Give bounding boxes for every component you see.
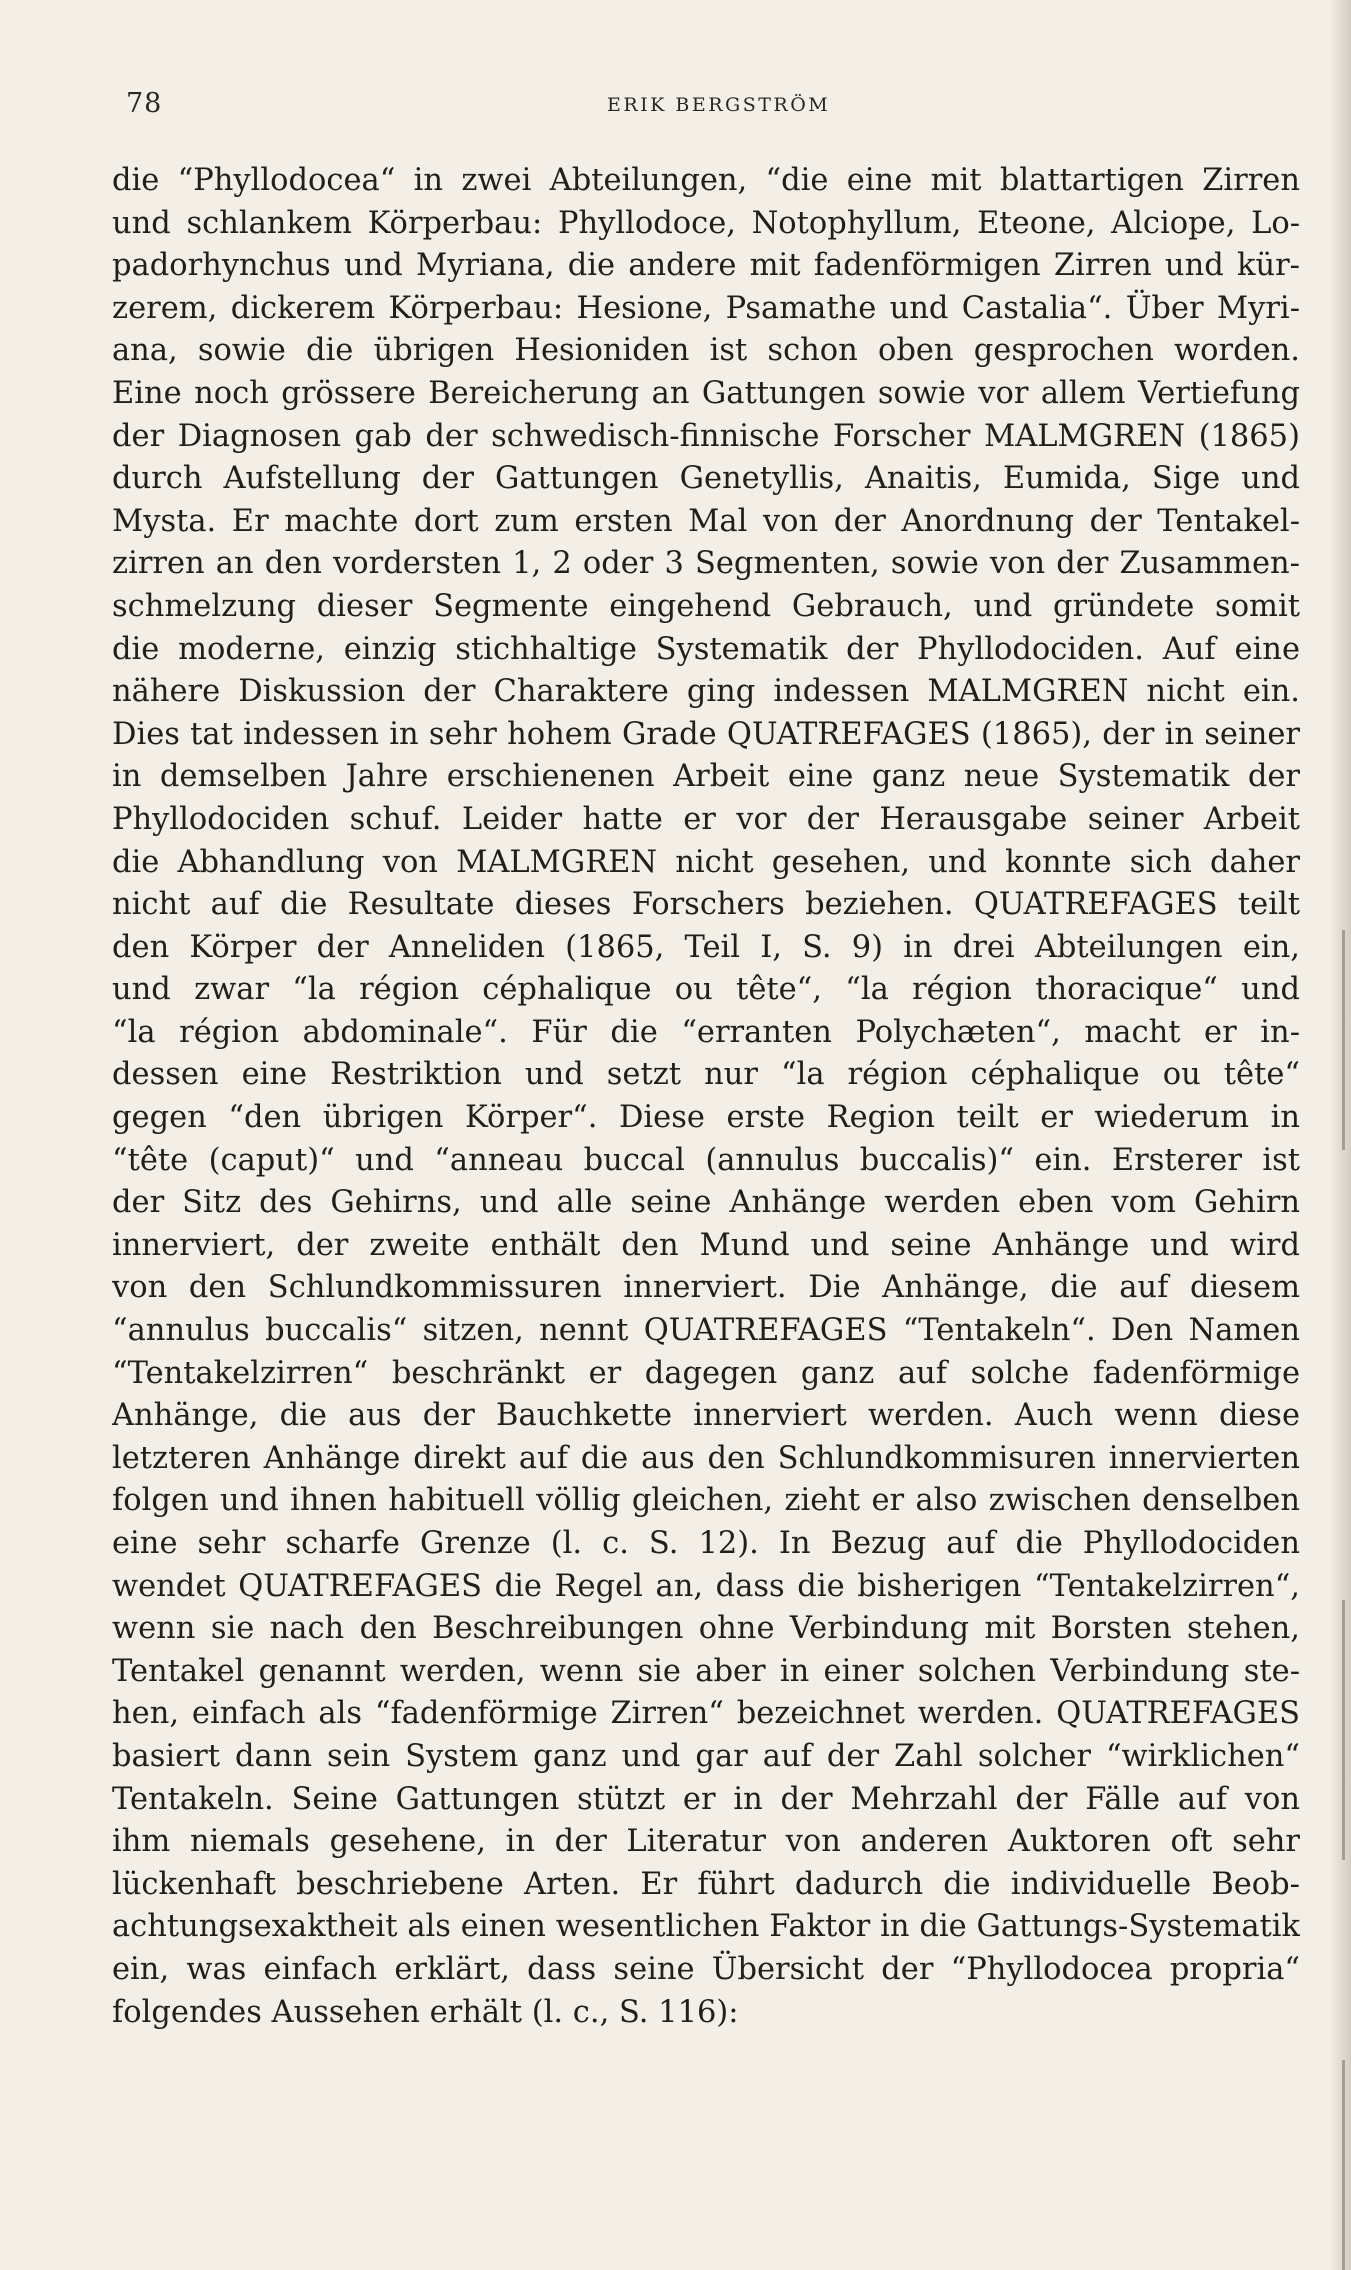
text-line: Phyllodociden schuf. Leider hatte er vor der Herausgabe seiner Arbeit [112, 801, 1300, 837]
text-line: ein, was einfach erklärt, dass seine Übersicht der “Phyllodocea propria“ [112, 1951, 1300, 1987]
text-line: padorhynchus und Myriana, die andere mit fadenförmigen Zirren und kür- [112, 248, 1300, 284]
text-line: Tentakeln. Seine Gattungen stützt er in der Mehrzahl der Fälle auf von [112, 1781, 1300, 1817]
text-line: der Diagnosen gab der schwedisch-finnische Forscher MALMGREN (1865) [112, 418, 1300, 454]
text-line: “la région abdominale“. Für die “erranten Polychæten“, macht er in- [112, 1014, 1300, 1050]
text-line: und schlankem Körperbau: Phyllodoce, Notophyllum, Eteone, Alciope, Lo- [112, 205, 1300, 241]
page-header [112, 88, 1302, 128]
text-line-last: folgendes Aussehen erhält (l. c., S. 116): [112, 1994, 739, 2030]
text-line: schmelzung dieser Segmente eingehend Gebrauch, und gründete somit [112, 588, 1300, 624]
text-line: hen, einfach als “fadenförmige Zirren“ bezeichnet werden. QUATREFAGES [112, 1696, 1300, 1732]
text-line: zerem, dickerem Körperbau: Hesione, Psamathe und Castalia“. Über Myri- [112, 290, 1300, 326]
page-edge-shadow [1329, 0, 1351, 2270]
text-line: die “Phyllodocea“ in zwei Abteilungen, “die eine mit blattartigen Zirren [112, 163, 1300, 198]
text-line: “Tentakelzirren“ beschränkt er dagegen ganz auf solche fadenförmige [112, 1355, 1300, 1391]
page-edge-mark [1342, 1600, 1345, 1860]
text-line: in demselben Jahre erschienenen Arbeit eine ganz neue Systematik der [112, 759, 1300, 795]
text-line: durch Aufstellung der Gattungen Genetyllis, Anaitis, Eumida, Sige und [112, 461, 1300, 497]
text-line: der Sitz des Gehirns, und alle seine Anhänge werden eben vom Gehirn [112, 1185, 1300, 1221]
text-line: gegen “den übrigen Körper“. Diese erste Region teilt er wiederum in [112, 1100, 1300, 1136]
text-line: die moderne, einzig stichhaltige Systematik der Phyllodociden. Auf eine [112, 631, 1300, 667]
text-line: basiert dann sein System ganz und gar auf der Zahl solcher “wirklichen“ [112, 1738, 1300, 1774]
text-line: ihm niemals gesehene, in der Literatur von anderen Auktoren oft sehr [112, 1824, 1300, 1860]
page-edge-mark [1342, 2060, 1345, 2270]
text-line: Anhänge, die aus der Bauchkette innerviert werden. Auch wenn diese [112, 1398, 1300, 1434]
page-edge-mark [1342, 930, 1345, 1150]
text-line: wenn sie nach den Beschreibungen ohne Verbindung mit Borsten stehen, [112, 1611, 1300, 1647]
text-line: nicht auf die Resultate dieses Forschers beziehen. QUATREFAGES teilt [112, 887, 1300, 923]
text-line: “tête (caput)“ und “anneau buccal (annulus buccalis)“ ein. Ersterer ist [112, 1142, 1300, 1178]
text-line: dessen eine Restriktion und setzt nur “la région céphalique ou tête“ [112, 1057, 1300, 1093]
text-line: die Abhandlung von MALMGREN nicht gesehen, und konnte sich daher [112, 844, 1300, 880]
text-line: von den Schlundkommissuren innerviert. Die Anhänge, die auf diesem [112, 1270, 1300, 1306]
text-line: Tentakel genannt werden, wenn sie aber in einer solchen Verbindung ste- [112, 1653, 1300, 1689]
text-line: innerviert, der zweite enthält den Mund und seine Anhänge und wird [112, 1227, 1300, 1263]
body-text [112, 160, 1300, 2034]
text-line: ana, sowie die übrigen Hesioniden ist schon oben gesprochen worden. [112, 333, 1300, 369]
page-number: 78 [126, 88, 163, 119]
text-line: den Körper der Anneliden (1865, Teil I, S. 9) in drei Abteilungen ein, [112, 929, 1300, 965]
text-line: Eine noch grössere Bereicherung an Gattungen sowie vor allem Vertiefung [112, 375, 1300, 411]
text-line: nähere Diskussion der Charaktere ging indessen MALMGREN nicht ein. [112, 674, 1300, 710]
text-line: wendet QUATREFAGES die Regel an, dass die bisherigen “Tentakelzirren“, [112, 1568, 1300, 1604]
text-line: folgen und ihnen habituell völlig gleichen, zieht er also zwischen denselben [112, 1483, 1300, 1519]
text-line: letzteren Anhänge direkt auf die aus den Schlundkommisuren innervierten [112, 1440, 1300, 1476]
text-line: und zwar “la région céphalique ou tête“, “la région thoracique“ und [112, 972, 1300, 1008]
text-line: Mysta. Er machte dort zum ersten Mal von der Anordnung der Tentakel- [112, 503, 1300, 539]
text-line: achtungsexaktheit als einen wesentlichen Faktor in die Gattungs-Systematik [112, 1909, 1300, 1945]
text-line: eine sehr scharfe Grenze (l. c. S. 12). In Bezug auf die Phyllodociden [112, 1526, 1300, 1561]
running-head: ERIK BERGSTRÖM [607, 94, 831, 116]
text-line: lückenhaft beschriebene Arten. Er führt dadurch die individuelle Beob- [112, 1866, 1300, 1902]
text-line: zirren an den vordersten 1, 2 oder 3 Segmenten, sowie von der Zusammen- [112, 546, 1300, 582]
text-line: Dies tat indessen in sehr hohem Grade QUATREFAGES (1865), der in seiner [112, 716, 1300, 752]
text-line: “annulus buccalis“ sitzen, nennt QUATREFAGES “Tentakeln“. Den Namen [112, 1313, 1300, 1349]
